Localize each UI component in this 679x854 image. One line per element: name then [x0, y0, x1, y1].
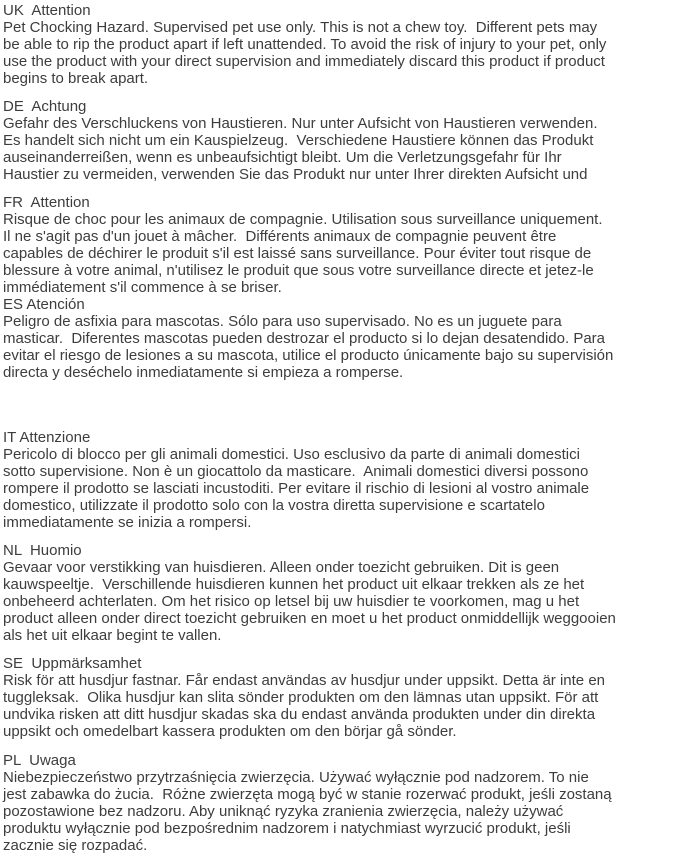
text-line: Gevaar voor verstikking van huisdieren. Alleen onder toezicht gebruiken. Dit is geen: [3, 559, 560, 576]
warning-section-es: [3, 296, 677, 381]
warning-section-se: [3, 655, 677, 740]
text-line: undvika risken att ditt husdjur skadas ska du endast använda produkten under din direkta: [3, 706, 596, 723]
text-line: pozostawione bez nadzoru. Aby uniknąć ryzyka zranienia zwierzęcia, należy używać: [3, 803, 564, 820]
text-line: tuggleksak. Olika husdjur kan slita sönder produkten om den lämnas utan uppsikt. För att: [3, 689, 599, 706]
text-line: rompere il prodotto se lasciati incustoditi. Per evitare il rischio di lesioni al vostro animale: [3, 480, 590, 497]
text-line: Es handelt sich nicht um ein Kauspielzeug. Verschiedene Haustiere können das Produkt: [3, 132, 594, 149]
section-heading-es: ES Atención: [3, 296, 85, 313]
section-body-nl: [3, 559, 677, 644]
warning-section-de: [3, 98, 677, 183]
section-body-fr: [3, 211, 677, 296]
section-heading-de: DE Achtung: [3, 98, 87, 115]
section-heading-nl: NL Huomio: [3, 542, 82, 559]
section-body-se: [3, 672, 677, 740]
text-line: uppsikt och omedelbart kassera produkten om den börjar gå sönder.: [3, 723, 457, 740]
text-line: Peligro de asfixia para mascotas. Sólo para uso supervisado. No es un juguete para: [3, 313, 562, 330]
warning-section-pl: [3, 752, 677, 854]
text-line: Gefahr des Verschluckens von Haustieren. Nur unter Aufsicht von Haustieren verwenden.: [3, 115, 598, 132]
text-line: auseinanderreißen, wenn es unbeaufsichtigt bleibt. Um die Verletzungsgefahr für Ihr: [3, 149, 562, 166]
section-heading-it: IT Attenzione: [3, 429, 91, 446]
text-line: sotto supervisione. Non è un giocattolo da masticare. Animali domestici diversi possono: [3, 463, 589, 480]
section-body-es: [3, 313, 677, 381]
text-line: domestico, utilizzate il prodotto solo con la vostra diretta supervisione e scartatelo: [3, 497, 545, 514]
warning-section-fr: [3, 194, 677, 296]
section-body-it: [3, 446, 677, 531]
text-line: Risque de choc pour les animaux de compagnie. Utilisation sous surveillance uniquement.: [3, 211, 603, 228]
text-line: product alleen onder direct toezicht gebruiken en moet u het product onmiddellijk weggooien: [3, 610, 616, 627]
section-body-pl: [3, 769, 677, 854]
text-line: capables de déchirer le produit s'il est laissé sans surveillance. Pour éviter tout risque de: [3, 245, 592, 262]
text-line: Niebezpieczeństwo przytrzaśnięcia zwierzęcia. Używać wyłącznie pod nadzorem. To nie: [3, 769, 589, 786]
section-heading-uk: UK Attention: [3, 2, 91, 19]
warning-section-nl: [3, 542, 677, 644]
text-line: be able to rip the product apart if left unattended. To avoid the risk of injury to your pet, only: [3, 36, 607, 53]
text-line: kauwspeeltje. Verschillende huisdieren kunnen het product uit elkaar trekken als ze het: [3, 576, 585, 593]
text-line: blessure à votre animal, n'utilisez le produit que sous votre surveillance directe et jetez-le: [3, 262, 594, 279]
text-line: begins to break apart.: [3, 70, 149, 87]
section-body-uk: [3, 19, 677, 87]
text-line: immédiatement s'il commence à se briser.: [3, 279, 282, 296]
text-line: Risk för att husdjur fastnar. Får endast användas av husdjur under uppsikt. Detta är inte en: [3, 672, 605, 689]
text-line: directa y deséchelo inmediatamente si empieza a romperse.: [3, 364, 404, 381]
text-line: Pet Chocking Hazard. Supervised pet use only. This is not a chew toy. Different pets may: [3, 19, 598, 36]
text-line: Il ne s'agit pas d'un jouet à mâcher. Différents animaux de compagnie peuvent être: [3, 228, 557, 245]
text-line: jest zabawka do żucia. Różne zwierzęta mogą być w stanie rozerwać produkt, jeśli zostaną: [3, 786, 612, 803]
text-line: Pericolo di blocco per gli animali domestici. Uso esclusivo da parte di animali domestici: [3, 446, 580, 463]
text-line: zacznie się rozpadać.: [3, 837, 148, 854]
section-heading-se: SE Uppmärksamhet: [3, 655, 142, 672]
section-heading-pl: PL Uwaga: [3, 752, 76, 769]
text-line: produktu wyłącznie pod bezpośrednim nadzorem i natychmiast wyrzucić produkt, jeśli: [3, 820, 571, 837]
section-body-de: [3, 115, 677, 183]
text-line: onbeheerd achterlaten. Om het risico op letsel bij uw huisdier te voorkomen, mag u het: [3, 593, 580, 610]
text-line: Haustier zu vermeiden, verwenden Sie das Produkt nur unter Ihrer direkten Aufsicht und: [3, 166, 588, 183]
text-line: als het uit elkaar begint te vallen.: [3, 627, 222, 644]
text-line: masticar. Diferentes mascotas pueden destrozar el producto si lo dejan desatendido. Para: [3, 330, 606, 347]
text-line: immediatamente se inizia a rompersi.: [3, 514, 252, 531]
warning-section-it: [3, 429, 677, 531]
section-heading-fr: FR Attention: [3, 194, 90, 211]
warning-section-uk: [3, 2, 677, 87]
text-line: use the product with your direct supervision and immediately discard this product if product: [3, 53, 605, 70]
text-line: evitar el riesgo de lesiones a su mascota, utilice el producto únicamente bajo su supervisión: [3, 347, 614, 364]
